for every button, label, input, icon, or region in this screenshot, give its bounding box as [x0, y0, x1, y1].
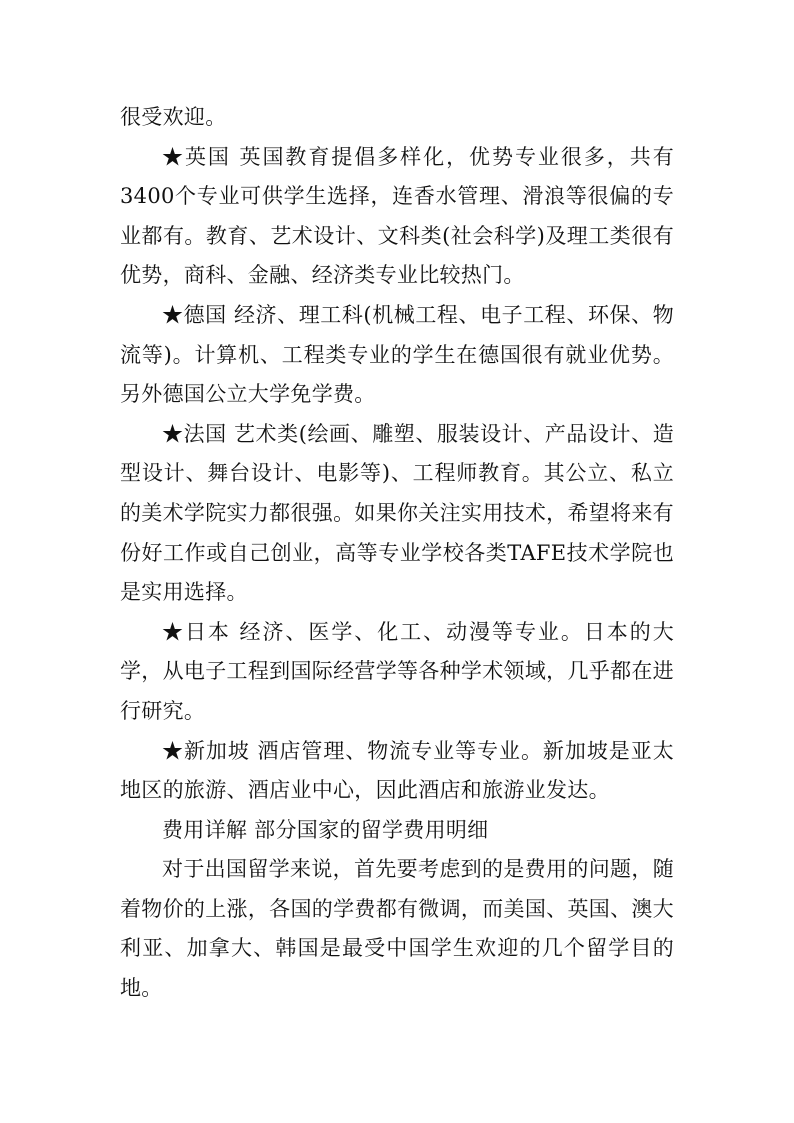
paragraph-japan: ★日本 经济、医学、化工、动漫等专业。日本的大学，从电子工程到国际经营学等各种学术领域，几乎都在进行研究。	[120, 619, 674, 723]
paragraph-continuation: 很受欢迎。	[120, 105, 227, 129]
paragraph-uk: ★英国 英国教育提倡多样化，优势专业很多，共有3400个专业可供学生选择，连香水管理、滑浪等很偏的专业都有。教育、艺术设计、文科类(社会科学)及理工类很有优势，商科、金融、经济类专业比较热门。	[120, 144, 674, 288]
section-heading-fees: 费用详解 部分国家的留学费用明细	[162, 817, 489, 842]
paragraph-germany: ★德国 经济、理工科(机械工程、电子工程、环保、物流等)。计算机、工程类专业的学生在德国很有就业优势。另外德国公立大学免学费。	[120, 302, 674, 407]
paragraph-singapore: ★新加坡 酒店管理、物流专业等专业。新加坡是亚太地区的旅游、酒店业中心，因此酒店和旅游业发达。	[120, 738, 674, 803]
paragraph-france: ★法国 艺术类(绘画、雕塑、服装设计、产品设计、造型设计、舞台设计、电影等)、工程师教育。其公立、私立的美术学院实力都很强。如果你关注实用技术，希望将来有份好工作或自己创业，高等专业学校各类TAFE技术学院也是实用选择。	[120, 421, 674, 605]
paragraph-fees-intro: 对于出国留学来说，首先要考虑到的是费用的问题，随着物价的上涨，各国的学费都有微调，而美国、英国、澳大利亚、加拿大、韩国是最受中国学生欢迎的几个留学目的地。	[120, 857, 674, 1001]
